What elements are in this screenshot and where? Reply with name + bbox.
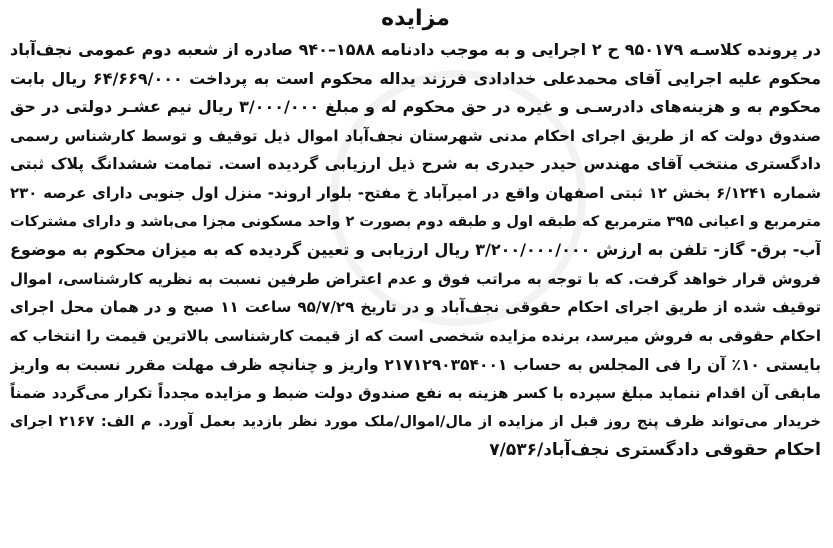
notice-line-last: احکام حقوقی دادگستری نجف‌آباد/۷/۵۳۶ [489,440,821,461]
notice-line: مترمربع و اعیانی ۳۹۵ مترمربع که طبقه اول و طبقه دوم بصورت ۲ واحد مسکونی مجزا می‌باشد و دارای مشترکات [10,213,821,230]
notice-line: در پرونده کلاسـه ۹۵۰۱۷۹ ح ۲ اجرایی و به موجب دادنامه ۱۵۸۸–۹۴۰ صادره از شعبه دوم عمومی نجف‌آباد [10,40,821,59]
notice-line: احکام حقوقی به فروش میرسد، برنده مزایده شخصی است که از قیمت کارشناسی بالاترین قیمت را انتخاب که [10,326,821,345]
notice-line: خریدار می‌تواند ظرف پنج روز قبل از مزایده از مال/اموال/ملک مورد نظر بازدید بعمل آورد. م الف: ۲۱۶۷ اجرای [10,413,821,430]
notice-line: مابقی آن اقدام ننماید مبلغ سپرده با کسر هزینه به نفع صندوق دولت ضبط و مزایده مجدداً تکرار می‌گردد ضمناً [10,384,821,403]
notice-line: توقیف شده از طریق اجرای احکام حقوقی نجف‌آباد و در تاریخ ۹۵/۷/۲۹ ساعت ۱۱ صبح و در همان محل اجرای [10,298,821,317]
notice-line: فروش قرار خواهد گرفت. که با توجه به مراتب فوق و عدم اعتراض طرفین نسبت به نظریه کارشناسی، اموال [10,269,821,288]
notice-line: بایستی ۱۰٪ آن را فی المجلس به حساب ۲۱۷۱۲۹۰۳۵۴۰۰۱ واریز و چنانچه ظرف مهلت مقرر نسبت به واریز [10,355,821,374]
notice-line: صندوق دولت که از طریق اجرای احکام مدنی شهرستان نجف‌آباد اموال ذیل توقیف و توسط کارشناس رسمی [10,126,821,145]
notice-body [10,36,821,465]
notice-line: آب- برق- گاز- تلفن به ارزش ۳/۲۰۰/۰۰۰/۰۰۰ ریال ارزیابی و تعیین گردیده که به میزان محکوم به موضوع [10,240,821,260]
notice-line: دادگستری منتخب آقای مهندس حیدر حیدری به شرح ذیل ارزیابی گردیده است. تمامت ششدانگ پلاک ثبتی [10,155,821,174]
notice-title: مزایده [381,6,450,31]
notice-line: محکوم به و هزینه‌های دادرسـی و غیره در حق محکوم له و مبلغ ۳/۰۰۰/۰۰۰ ریال نیم عشـر دولتی در حق [10,97,821,117]
notice-line: شماره ۶/۱۲۴۱ بخش ۱۲ ثبتی اصفهان واقع در امیرآباد خ مفتح- بلوار اروند- منزل اول جنوبی دارای عرصه ۲۳۰ [10,183,821,202]
notice-line: محکوم علیه اجرایی آقای محمدعلی خدادادی فرزند یداله محکوم است به پرداخت ۶۴/۶۶۹/۰۰۰ ریال بابت [10,68,821,88]
